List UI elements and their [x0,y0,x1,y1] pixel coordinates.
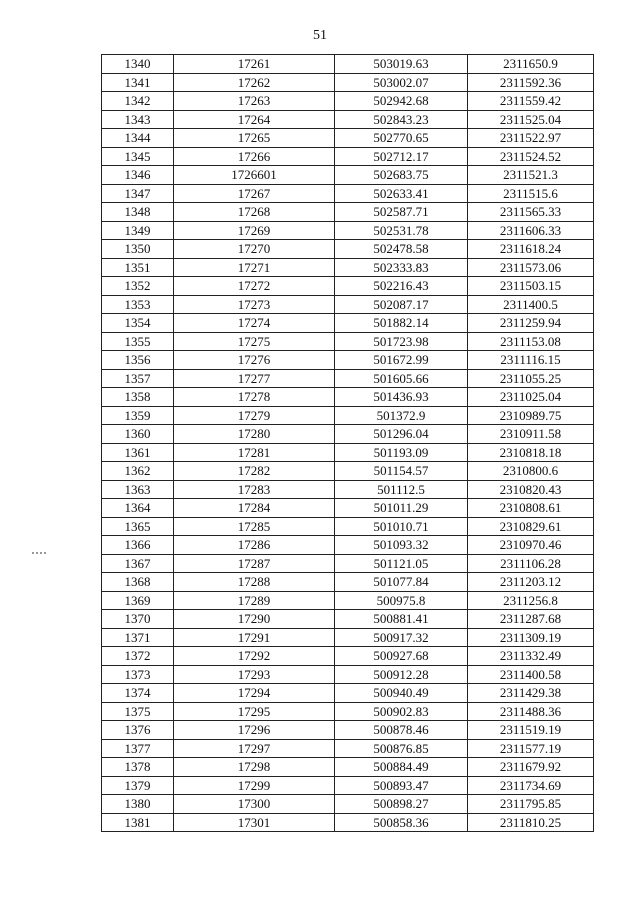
cell-y-coordinate: 2311559.42 [468,92,594,111]
cell-y-coordinate: 2311650.9 [468,55,594,74]
table-row [102,702,594,721]
cell-index: 1355 [102,332,174,351]
cell-y-coordinate: 2311025.04 [468,388,594,407]
page-number: 51 [313,28,327,43]
cell-x-coordinate: 501672.99 [335,351,468,370]
cell-y-coordinate: 2311515.6 [468,184,594,203]
cell-y-coordinate: 2311259.94 [468,314,594,333]
table-row [102,425,594,444]
table-row [102,351,594,370]
cell-index: 1356 [102,351,174,370]
table-row [102,684,594,703]
cell-index: 1369 [102,591,174,610]
cell-x-coordinate: 501193.09 [335,443,468,462]
cell-y-coordinate: 2310820.43 [468,480,594,499]
cell-x-coordinate: 500893.47 [335,776,468,795]
cell-index: 1375 [102,702,174,721]
cell-point-id: 17272 [174,277,335,296]
cell-x-coordinate: 502633.41 [335,184,468,203]
cell-point-id: 17269 [174,221,335,240]
cell-y-coordinate: 2311795.85 [468,795,594,814]
cell-point-id: 17267 [174,184,335,203]
table-row [102,240,594,259]
table-row [102,388,594,407]
cell-x-coordinate: 500940.49 [335,684,468,703]
cell-point-id: 17292 [174,647,335,666]
table-row [102,573,594,592]
cell-index: 1343 [102,110,174,129]
table-row [102,776,594,795]
table-row [102,647,594,666]
cell-point-id: 17277 [174,369,335,388]
cell-y-coordinate: 2311488.36 [468,702,594,721]
cell-x-coordinate: 503002.07 [335,73,468,92]
cell-x-coordinate: 501372.9 [335,406,468,425]
cell-point-id: 17296 [174,721,335,740]
cell-x-coordinate: 501112.5 [335,480,468,499]
cell-index: 1372 [102,647,174,666]
table-row [102,184,594,203]
cell-index: 1351 [102,258,174,277]
cell-y-coordinate: 2311400.58 [468,665,594,684]
cell-x-coordinate: 502087.17 [335,295,468,314]
cell-y-coordinate: 2310989.75 [468,406,594,425]
cell-y-coordinate: 2311055.25 [468,369,594,388]
cell-x-coordinate: 500912.28 [335,665,468,684]
table-row [102,314,594,333]
cell-point-id: 17276 [174,351,335,370]
table-row [102,277,594,296]
cell-x-coordinate: 500917.32 [335,628,468,647]
cell-x-coordinate: 502942.68 [335,92,468,111]
table-row [102,813,594,832]
cell-point-id: 17297 [174,739,335,758]
table-row [102,406,594,425]
cell-point-id: 17286 [174,536,335,555]
cell-point-id: 17298 [174,758,335,777]
cell-point-id: 17301 [174,813,335,832]
cell-x-coordinate: 502683.75 [335,166,468,185]
cell-index: 1345 [102,147,174,166]
table-row [102,295,594,314]
table-row [102,665,594,684]
cell-y-coordinate: 2310970.46 [468,536,594,555]
cell-y-coordinate: 2311606.33 [468,221,594,240]
cell-x-coordinate: 500876.85 [335,739,468,758]
cell-index: 1377 [102,739,174,758]
table-row [102,369,594,388]
table-row [102,258,594,277]
cell-index: 1379 [102,776,174,795]
cell-index: 1370 [102,610,174,629]
table-row [102,795,594,814]
table-row [102,129,594,148]
cell-index: 1359 [102,406,174,425]
cell-x-coordinate: 501011.29 [335,499,468,518]
table-row [102,758,594,777]
table-row [102,591,594,610]
cell-index: 1350 [102,240,174,259]
cell-y-coordinate: 2310818.18 [468,443,594,462]
cell-index: 1354 [102,314,174,333]
cell-x-coordinate: 501154.57 [335,462,468,481]
cell-y-coordinate: 2311734.69 [468,776,594,795]
cell-x-coordinate: 500898.27 [335,795,468,814]
table-row [102,110,594,129]
cell-index: 1353 [102,295,174,314]
table-row [102,628,594,647]
cell-x-coordinate: 502216.43 [335,277,468,296]
cell-point-id: 17299 [174,776,335,795]
cell-index: 1381 [102,813,174,832]
table-row [102,221,594,240]
cell-index: 1346 [102,166,174,185]
table-row [102,721,594,740]
cell-index: 1380 [102,795,174,814]
cell-point-id: 17283 [174,480,335,499]
cell-point-id: 17264 [174,110,335,129]
cell-x-coordinate: 501605.66 [335,369,468,388]
cell-y-coordinate: 2311573.06 [468,258,594,277]
coordinates-table [101,54,594,832]
cell-point-id: 17285 [174,517,335,536]
cell-x-coordinate: 500902.83 [335,702,468,721]
cell-x-coordinate: 500927.68 [335,647,468,666]
cell-index: 1363 [102,480,174,499]
table-row [102,92,594,111]
cell-point-id: 17294 [174,684,335,703]
cell-y-coordinate: 2311679.92 [468,758,594,777]
cell-index: 1373 [102,665,174,684]
table-row [102,203,594,222]
cell-x-coordinate: 502478.58 [335,240,468,259]
cell-point-id: 17289 [174,591,335,610]
cell-point-id: 17266 [174,147,335,166]
cell-y-coordinate: 2311524.52 [468,147,594,166]
table-row [102,147,594,166]
cell-x-coordinate: 502712.17 [335,147,468,166]
cell-point-id: 17273 [174,295,335,314]
cell-x-coordinate: 501093.32 [335,536,468,555]
cell-y-coordinate: 2311429.38 [468,684,594,703]
table-row [102,73,594,92]
cell-y-coordinate: 2311519.19 [468,721,594,740]
cell-y-coordinate: 2310911.58 [468,425,594,444]
cell-y-coordinate: 2311810.25 [468,813,594,832]
cell-point-id: 17261 [174,55,335,74]
cell-y-coordinate: 2311400.5 [468,295,594,314]
cell-x-coordinate: 500878.46 [335,721,468,740]
table-row [102,462,594,481]
table-row [102,166,594,185]
cell-point-id: 17288 [174,573,335,592]
cell-x-coordinate: 501436.93 [335,388,468,407]
cell-point-id: 17291 [174,628,335,647]
cell-point-id: 17268 [174,203,335,222]
cell-point-id: 17282 [174,462,335,481]
cell-y-coordinate: 2310800.6 [468,462,594,481]
cell-y-coordinate: 2311106.28 [468,554,594,573]
cell-index: 1367 [102,554,174,573]
cell-y-coordinate: 2311256.8 [468,591,594,610]
table-row [102,610,594,629]
cell-x-coordinate: 503019.63 [335,55,468,74]
cell-x-coordinate: 502587.71 [335,203,468,222]
cell-index: 1360 [102,425,174,444]
cell-point-id: 17278 [174,388,335,407]
cell-point-id: 17295 [174,702,335,721]
cell-x-coordinate: 501077.84 [335,573,468,592]
cell-point-id: 17300 [174,795,335,814]
cell-point-id: 17280 [174,425,335,444]
cell-point-id: 17262 [174,73,335,92]
cell-x-coordinate: 501121.05 [335,554,468,573]
cell-index: 1341 [102,73,174,92]
cell-y-coordinate: 2311522.97 [468,129,594,148]
table-row [102,480,594,499]
table-row [102,332,594,351]
cell-y-coordinate: 2311503.15 [468,277,594,296]
cell-index: 1368 [102,573,174,592]
cell-index: 1362 [102,462,174,481]
cell-y-coordinate: 2311618.24 [468,240,594,259]
cell-point-id: 17281 [174,443,335,462]
cell-point-id: 17293 [174,665,335,684]
cell-x-coordinate: 500884.49 [335,758,468,777]
cell-index: 1358 [102,388,174,407]
cell-y-coordinate: 2311203.12 [468,573,594,592]
cell-index: 1374 [102,684,174,703]
cell-y-coordinate: 2311565.33 [468,203,594,222]
cell-index: 1349 [102,221,174,240]
cell-point-id: 17275 [174,332,335,351]
cell-y-coordinate: 2311287.68 [468,610,594,629]
cell-x-coordinate: 500975.8 [335,591,468,610]
margin-mark [32,552,48,554]
cell-index: 1347 [102,184,174,203]
cell-x-coordinate: 501882.14 [335,314,468,333]
table-row [102,554,594,573]
cell-x-coordinate: 501010.71 [335,517,468,536]
cell-point-id: 17263 [174,92,335,111]
cell-x-coordinate: 501296.04 [335,425,468,444]
cell-x-coordinate: 502333.83 [335,258,468,277]
cell-index: 1378 [102,758,174,777]
table-row [102,55,594,74]
cell-y-coordinate: 2310808.61 [468,499,594,518]
cell-index: 1371 [102,628,174,647]
cell-index: 1366 [102,536,174,555]
cell-y-coordinate: 2311525.04 [468,110,594,129]
cell-index: 1352 [102,277,174,296]
cell-point-id: 17271 [174,258,335,277]
cell-point-id: 17284 [174,499,335,518]
cell-point-id: 17287 [174,554,335,573]
cell-y-coordinate: 2311116.15 [468,351,594,370]
cell-index: 1340 [102,55,174,74]
cell-x-coordinate: 502843.23 [335,110,468,129]
cell-point-id: 17279 [174,406,335,425]
cell-y-coordinate: 2311592.36 [468,73,594,92]
cell-x-coordinate: 502531.78 [335,221,468,240]
cell-x-coordinate: 500858.36 [335,813,468,832]
table-row [102,499,594,518]
table-body [102,55,594,832]
cell-index: 1364 [102,499,174,518]
table-row [102,517,594,536]
cell-point-id: 17290 [174,610,335,629]
cell-point-id: 17270 [174,240,335,259]
cell-point-id: 17265 [174,129,335,148]
cell-index: 1348 [102,203,174,222]
cell-point-id: 1726601 [174,166,335,185]
table-row [102,443,594,462]
cell-y-coordinate: 2311521.3 [468,166,594,185]
cell-y-coordinate: 2311332.49 [468,647,594,666]
table-row [102,739,594,758]
cell-x-coordinate: 500881.41 [335,610,468,629]
cell-y-coordinate: 2311309.19 [468,628,594,647]
cell-point-id: 17274 [174,314,335,333]
cell-index: 1344 [102,129,174,148]
table-row [102,536,594,555]
cell-index: 1342 [102,92,174,111]
cell-y-coordinate: 2310829.61 [468,517,594,536]
cell-index: 1365 [102,517,174,536]
cell-y-coordinate: 2311153.08 [468,332,594,351]
cell-index: 1376 [102,721,174,740]
cell-x-coordinate: 502770.65 [335,129,468,148]
cell-y-coordinate: 2311577.19 [468,739,594,758]
cell-index: 1361 [102,443,174,462]
cell-index: 1357 [102,369,174,388]
cell-x-coordinate: 501723.98 [335,332,468,351]
